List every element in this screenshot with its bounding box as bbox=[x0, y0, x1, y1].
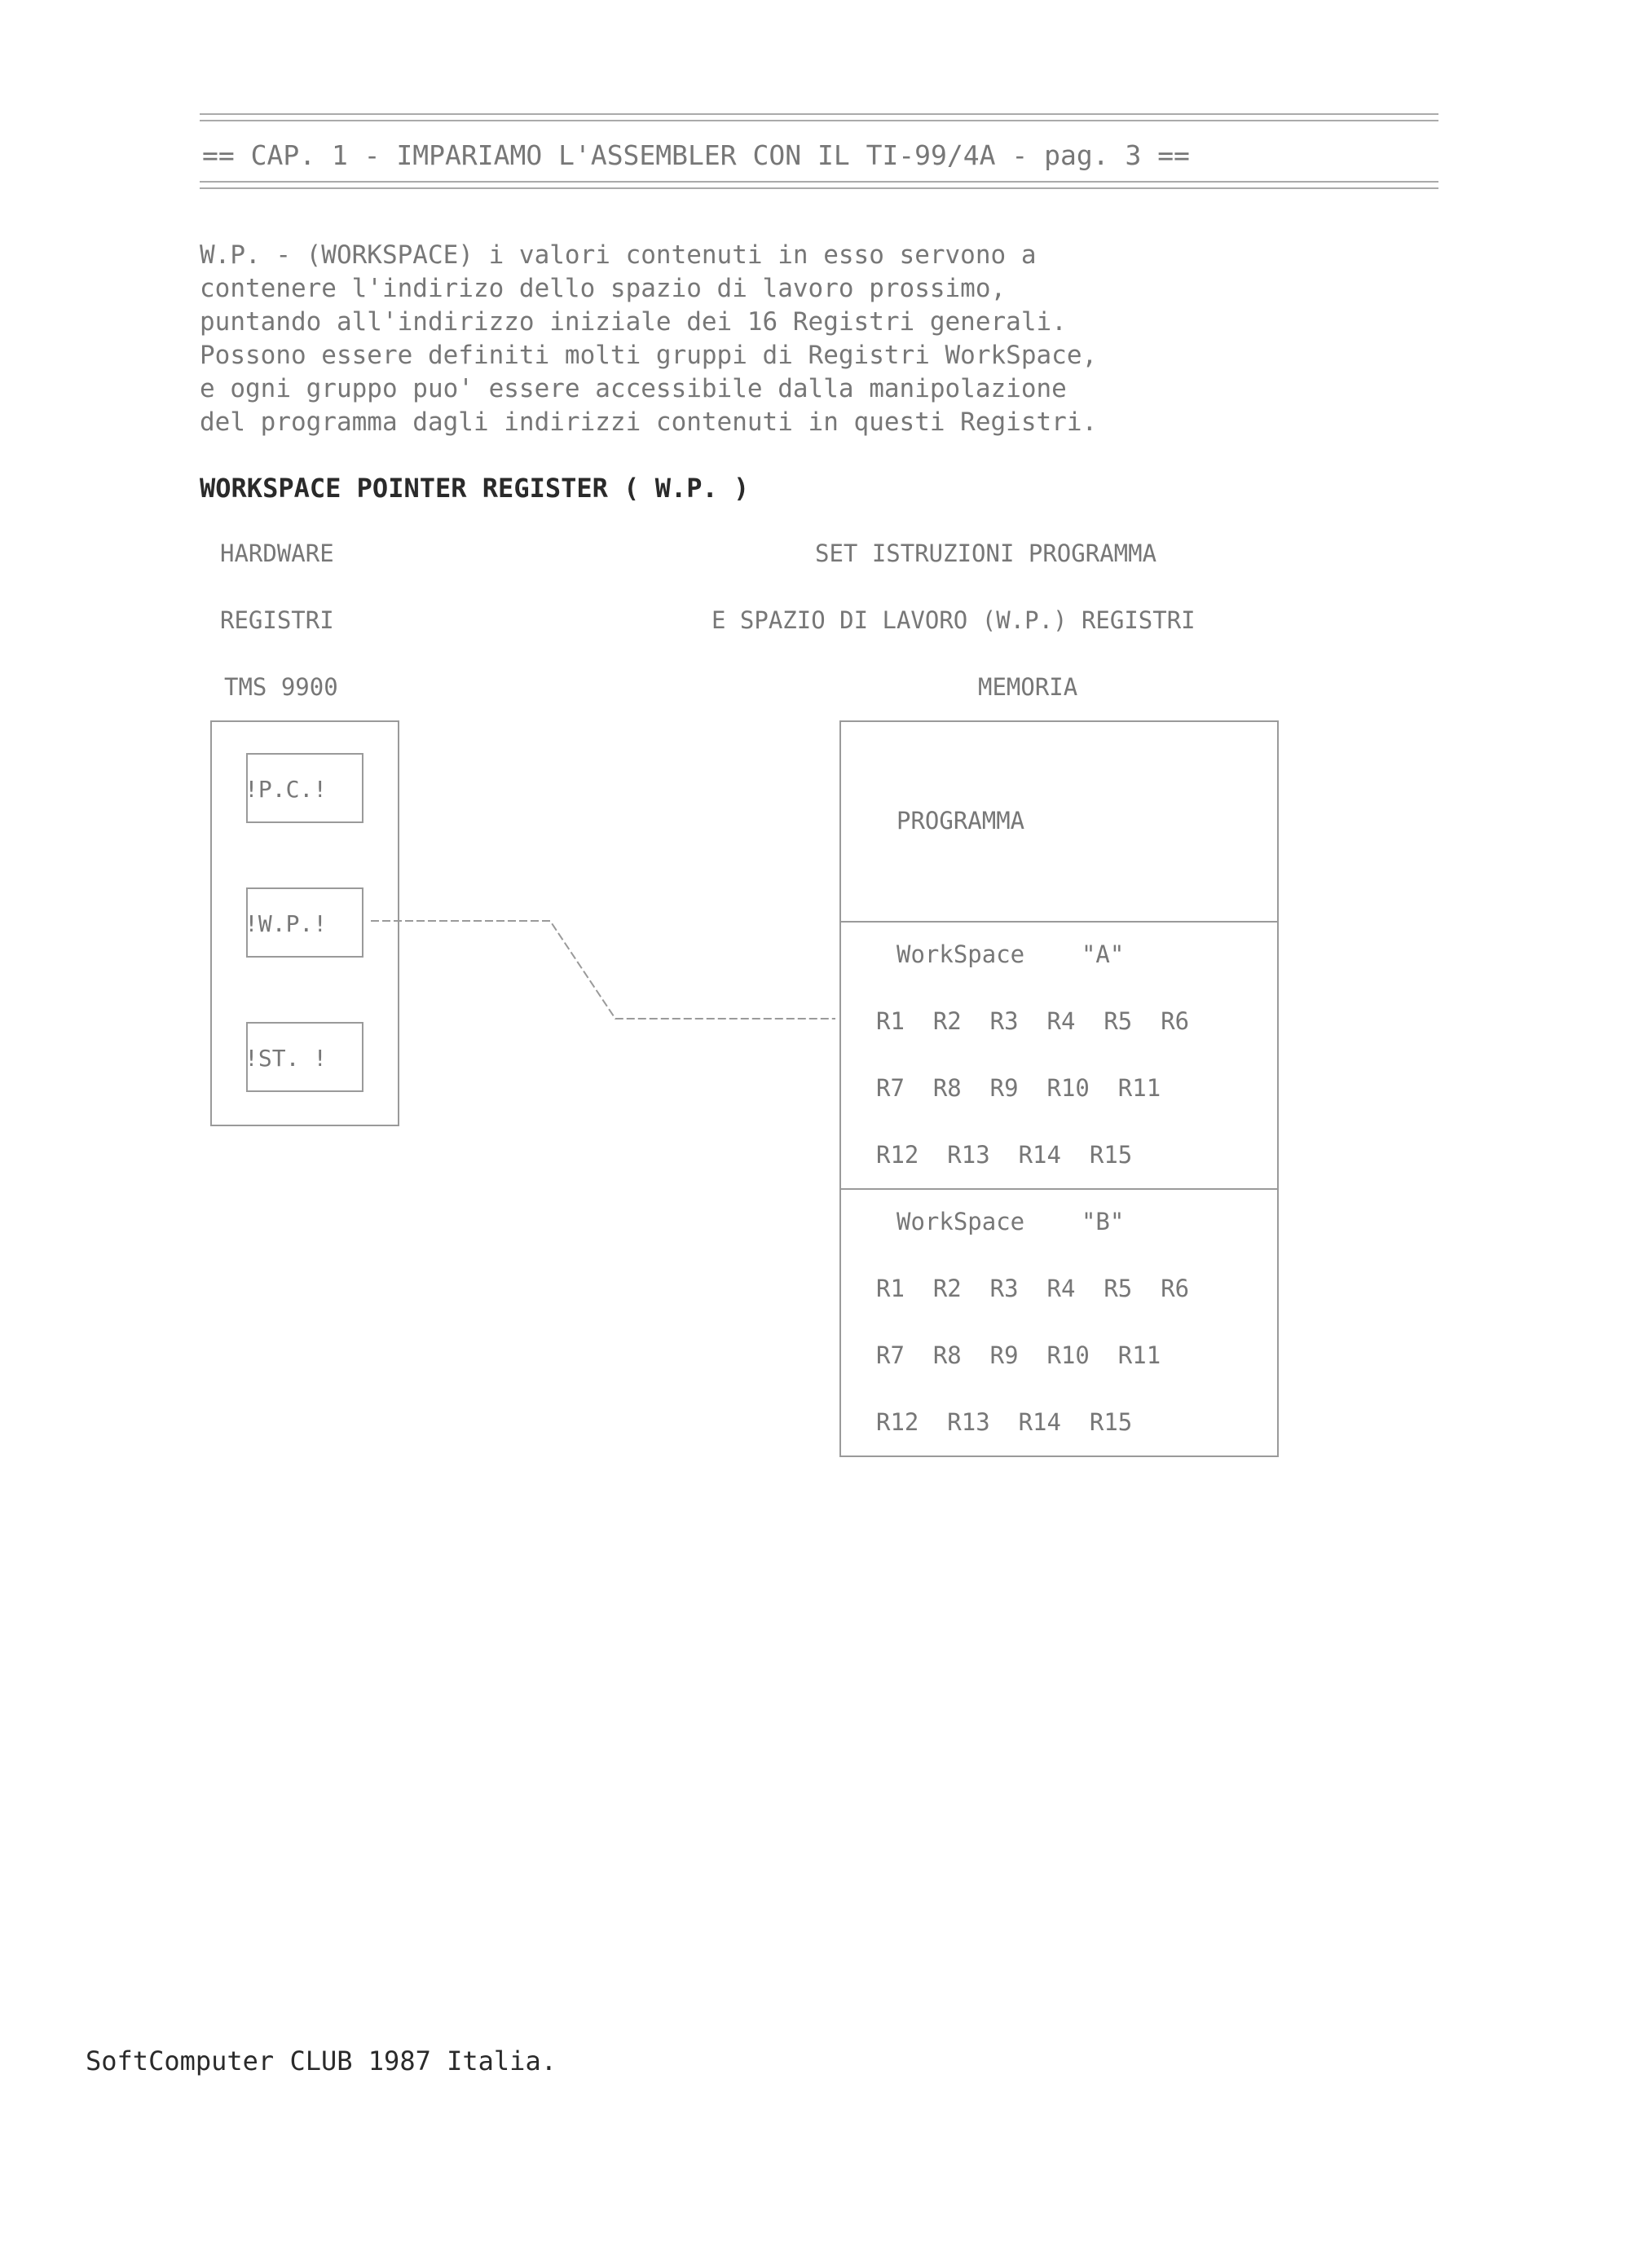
body-line-5: e ogni gruppo puo' essere accessibile dalla manipolazione bbox=[200, 374, 1067, 403]
footer-credit: SoftComputer CLUB 1987 Italia. bbox=[86, 2046, 557, 2076]
label-memoria: MEMORIA bbox=[978, 673, 1078, 701]
workspace-a-row-2: R7 R8 R9 R10 R11 bbox=[876, 1074, 1161, 1102]
label-spazio-lavoro: E SPAZIO DI LAVORO (W.P.) REGISTRI bbox=[711, 606, 1196, 634]
label-registri: REGISTRI bbox=[220, 606, 334, 634]
workspace-divider bbox=[839, 1188, 1277, 1190]
label-set-istruzioni: SET ISTRUZIONI PROGRAMMA bbox=[815, 539, 1157, 567]
wp-register: !W.P.! bbox=[244, 910, 328, 937]
label-hardware: HARDWARE bbox=[220, 539, 334, 567]
workspace-b-label: WorkSpace "B" bbox=[896, 1208, 1125, 1235]
st-register: !ST. ! bbox=[244, 1045, 328, 1072]
workspace-b-row-3: R12 R13 R14 R15 bbox=[876, 1408, 1133, 1436]
workspace-b-row-2: R7 R8 R9 R10 R11 bbox=[876, 1341, 1161, 1369]
label-tms9900: TMS 9900 bbox=[224, 673, 338, 701]
body-line-3: puntando all'indirizzo iniziale dei 16 Registri generali. bbox=[200, 307, 1067, 337]
section-title: WORKSPACE POINTER REGISTER ( W.P. ) bbox=[200, 473, 750, 504]
pc-register: !P.C.! bbox=[244, 776, 328, 803]
program-divider bbox=[839, 921, 1277, 923]
chapter-header: == CAP. 1 - IMPARIAMO L'ASSEMBLER CON IL TI-99/4A - pag. 3 == bbox=[202, 139, 1190, 171]
body-line-2: contenere l'indirizo dello spazio di lavoro prossimo, bbox=[200, 274, 1007, 303]
program-label: PROGRAMMA bbox=[896, 807, 1025, 835]
workspace-a-label: WorkSpace "A" bbox=[896, 940, 1125, 968]
workspace-b-row-1: R1 R2 R3 R4 R5 R6 bbox=[876, 1275, 1190, 1302]
body-line-1: W.P. - (WORKSPACE) i valori contenuti in esso servono a bbox=[200, 240, 1037, 270]
workspace-a-row-1: R1 R2 R3 R4 R5 R6 bbox=[876, 1007, 1190, 1035]
workspace-a-row-3: R12 R13 R14 R15 bbox=[876, 1141, 1133, 1169]
body-line-6: del programma dagli indirizzi contenuti in questi Registri. bbox=[200, 407, 1098, 437]
body-line-4: Possono essere definiti molti gruppi di Registri WorkSpace, bbox=[200, 341, 1098, 370]
